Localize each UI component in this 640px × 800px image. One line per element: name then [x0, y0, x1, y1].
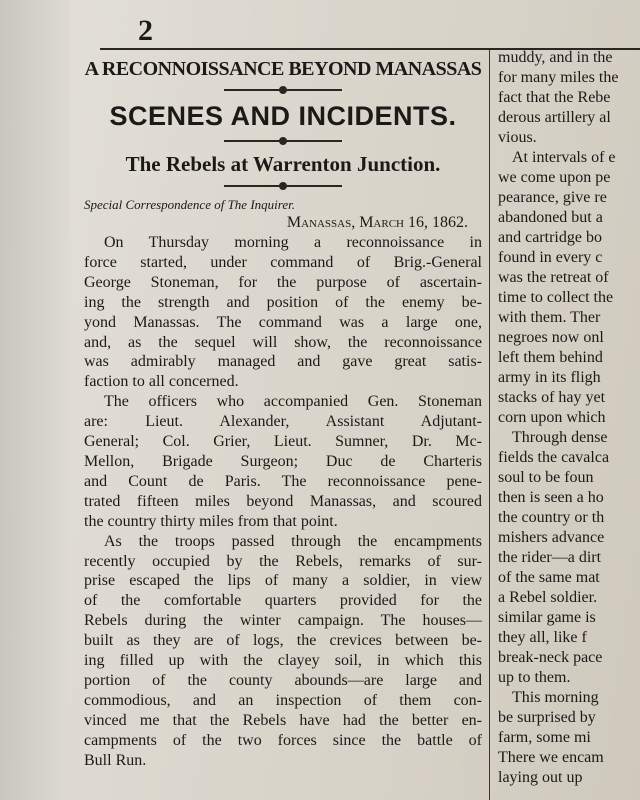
text-line: prise escaped the lips of many a soldier, in view — [84, 572, 482, 590]
text-line: abandoned but a — [498, 209, 603, 226]
headline-deck-2: The Rebels at Warrenton Junction. — [125, 152, 441, 176]
text-line: Mellon, Brigade Surgeon; Duc de Charteris — [84, 452, 482, 470]
text-line: yond Manassas. The command was a large one, — [84, 313, 482, 331]
text-line: force started, under command of Brig.-General — [84, 253, 482, 271]
text-line: As the troops passed through the encampments — [104, 532, 482, 550]
text-line: fields the cavalca — [498, 449, 610, 466]
text-line: stacks of hay yet — [498, 389, 606, 406]
text-line: vious. — [498, 129, 537, 146]
ornament-divider — [224, 89, 342, 91]
text-line: for many miles the — [498, 69, 619, 86]
article-paragraph — [84, 532, 482, 771]
text-line: then is seen a ho — [498, 489, 604, 506]
column-rule — [489, 50, 490, 800]
text-line: of the comfortable quarters provided for the — [84, 592, 482, 610]
text-line: laying out up — [498, 769, 583, 786]
text-line: General; Col. Grier, Lieut. Sumner, Dr. Mc- — [84, 433, 482, 451]
text-line: commodious, and an inspection of them con- — [84, 691, 482, 709]
text-line: There we encam — [498, 749, 604, 766]
text-line: up to them. — [498, 669, 571, 686]
text-line: of the same mat — [498, 569, 600, 586]
adjacent-column — [498, 48, 640, 788]
article-paragraph — [84, 233, 482, 392]
text-line: farm, some mi — [498, 729, 591, 746]
text-line: portion of the county abounds—are large and — [84, 671, 482, 689]
text-line: mishers advance — [498, 529, 605, 546]
text-line: faction to all concerned. — [84, 373, 239, 391]
article-column — [84, 52, 482, 770]
text-line: and Count de Paris. The reconnoissance pene- — [84, 472, 482, 490]
text-line: found in every c — [498, 249, 603, 266]
text-line: was admirably managed and gave great satis- — [84, 353, 482, 371]
text-line: negroes now onl — [498, 329, 604, 346]
text-line: trated fifteen miles beyond Manassas, and scoured — [84, 492, 482, 510]
text-line: campments of the two forces since the battle of — [84, 731, 482, 749]
ornament-divider — [224, 140, 342, 142]
text-line: Bull Run. — [84, 751, 147, 769]
text-line: we come upon pe — [498, 169, 611, 186]
text-line: left them behind — [498, 349, 603, 366]
text-line: Through dense — [512, 429, 608, 446]
text-line: and, as the sequel will show, the reconnoissance — [84, 333, 482, 351]
text-line: they all, like f — [498, 629, 587, 646]
text-line: with them. Ther — [498, 309, 601, 326]
text-line: and cartridge bo — [498, 229, 602, 246]
text-line: derous artillery al — [498, 109, 611, 126]
text-line: ing the strength and position of the enemy be- — [84, 293, 482, 311]
text-line: At intervals of e — [512, 149, 616, 166]
text-line: the rider—a dirt — [498, 549, 602, 566]
text-line: was the retreat of — [498, 269, 609, 286]
ornament-divider — [224, 185, 342, 187]
text-line: This morning — [512, 689, 599, 706]
text-line: a Rebel soldier. — [498, 589, 598, 606]
headline-main: SCENES AND INCIDENTS. — [109, 101, 457, 131]
page-number: 2 — [138, 14, 153, 47]
page-fold-shadow — [0, 0, 70, 800]
text-line: corn upon which — [498, 409, 606, 426]
text-line: the country thirty miles from that point. — [84, 512, 338, 530]
text-line: soul to be foun — [498, 469, 594, 486]
text-line: time to collect the — [498, 289, 614, 306]
text-line: built as they are of logs, the crevices between be- — [84, 632, 482, 650]
text-line: the country or th — [498, 509, 605, 526]
text-line: pearance, give re — [498, 189, 607, 206]
text-line: Rebels during the winter campaign. The houses— — [84, 612, 482, 630]
article-body — [84, 233, 482, 770]
text-line: George Stoneman, for the purpose of ascertain- — [84, 273, 482, 291]
text-line: vinced me that the Rebels have had the better en- — [84, 711, 482, 729]
text-line: ing filled up with the clayey soil, in which this — [84, 652, 482, 670]
text-line: army in its fligh — [498, 369, 601, 386]
text-line: fact that the Rebe — [498, 89, 611, 106]
text-line: are: Lieut. Alexander, Assistant Adjutant- — [84, 413, 482, 431]
headline-deck-1: A RECONNOISSANCE BEYOND MANASSAS — [84, 58, 482, 80]
article-paragraph — [84, 392, 482, 531]
text-line: recently occupied by the Rebels, remarks of sur- — [84, 552, 482, 570]
text-line: On Thursday morning a reconnoissance in — [104, 234, 482, 251]
text-line: muddy, and in the — [498, 49, 613, 66]
dateline: Manassas, March 16, 1862. — [286, 214, 468, 231]
text-line: The officers who accompanied Gen. Stoneman — [104, 393, 482, 411]
text-line: similar game is — [498, 609, 596, 626]
correspondent-credit: Special Correspondence of The Inquirer. — [84, 197, 295, 212]
text-line: break-neck pace — [498, 649, 603, 666]
text-line: be surprised by — [498, 709, 596, 726]
